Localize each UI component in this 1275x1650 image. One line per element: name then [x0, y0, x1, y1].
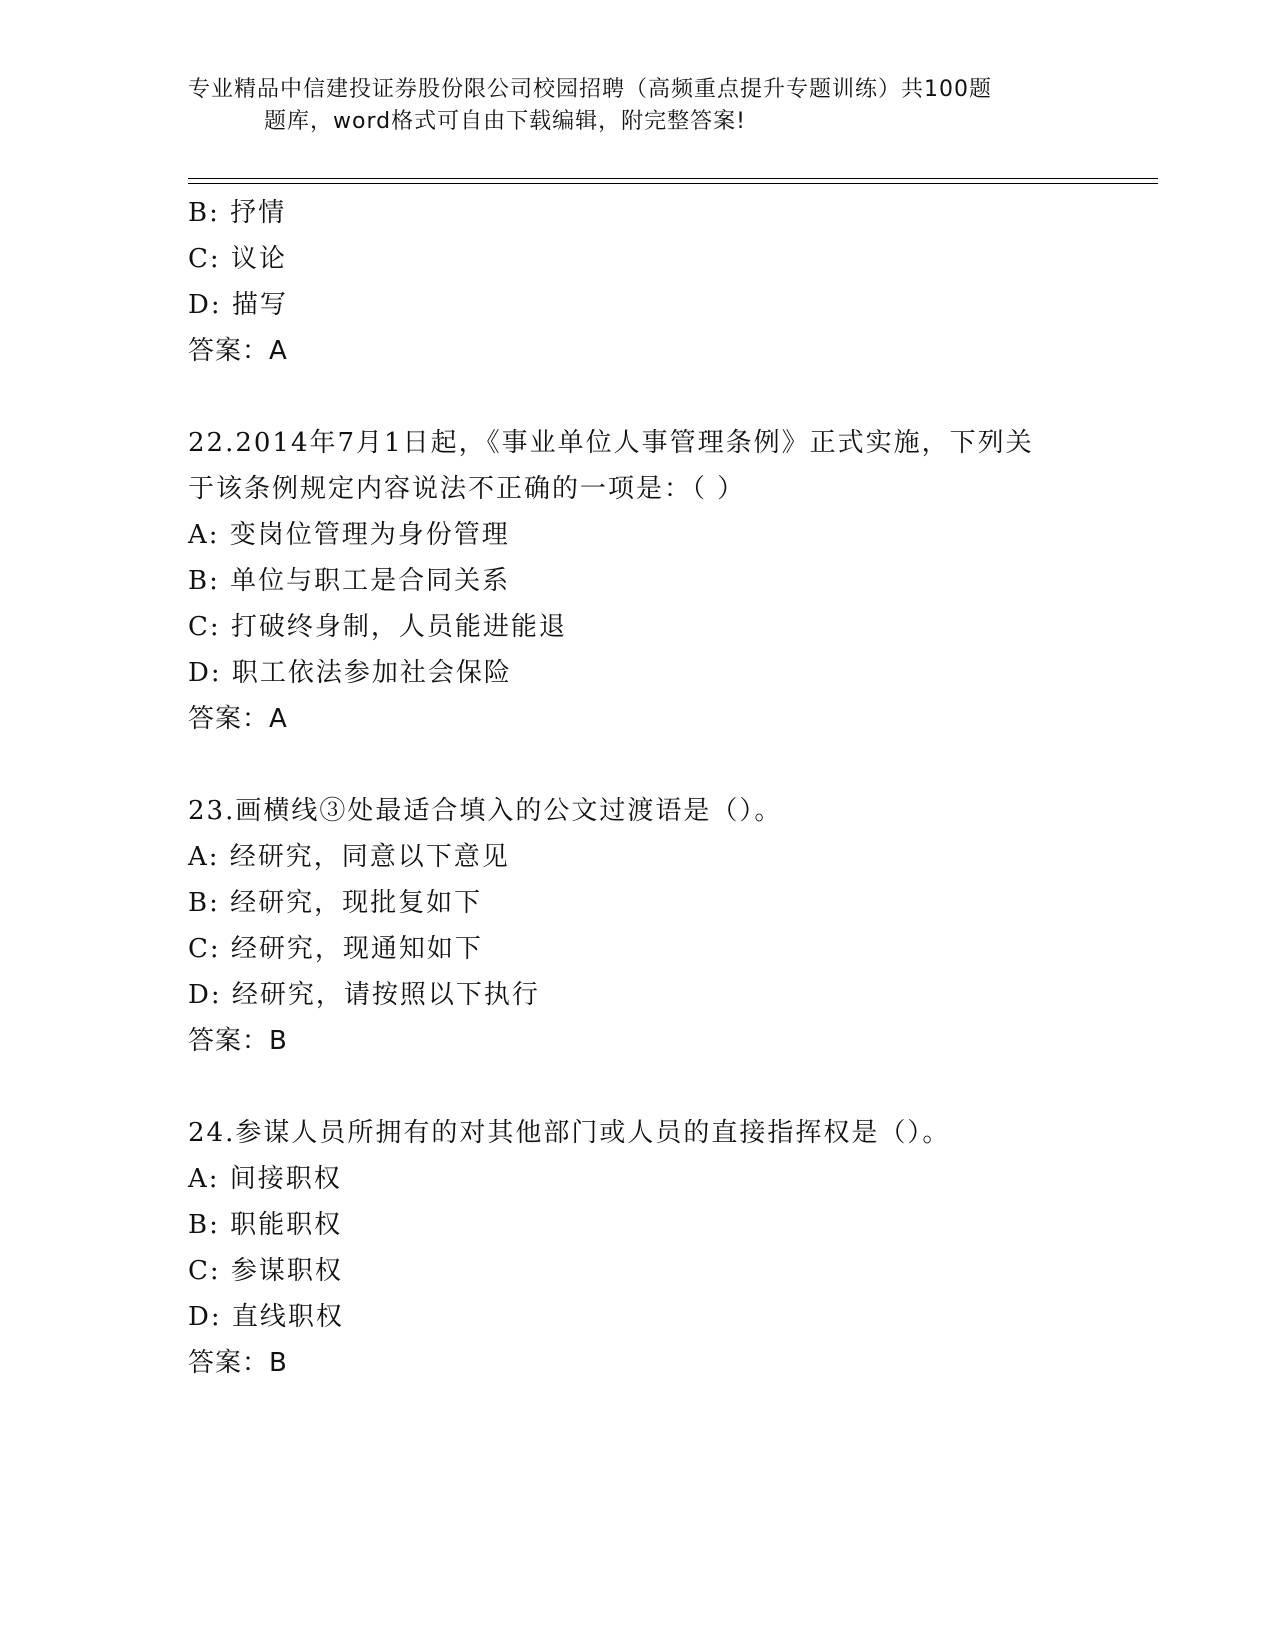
question-stem-line: 于该条例规定内容说法不正确的一项是：（ ）	[188, 474, 746, 504]
option-b: B: 单位与职工是合同关系	[188, 566, 511, 596]
option-b: B: 经研究，现批复如下	[188, 888, 483, 918]
question-23	[188, 788, 1088, 1064]
answer-line: 答案：A	[188, 336, 288, 366]
option-c: C: 打破终身制，人员能进能退	[188, 612, 567, 642]
spacer	[188, 742, 1088, 788]
option-a: A: 间接职权	[188, 1164, 342, 1194]
spacer	[188, 1064, 1088, 1110]
question-stem-line: 24.参谋人员所拥有的对其他部门或人员的直接指挥权是（）。	[188, 1118, 951, 1148]
header-rule-top	[188, 178, 1158, 179]
option-a: A: 经研究，同意以下意见	[188, 842, 510, 872]
answer-line: 答案：B	[188, 1026, 288, 1056]
document-header	[188, 74, 1088, 138]
option-a: A: 变岗位管理为身份管理	[188, 520, 510, 550]
option-b: B: 职能职权	[188, 1210, 343, 1240]
question-21-continued	[188, 190, 1088, 374]
option-c: C: 参谋职权	[188, 1256, 343, 1286]
question-24	[188, 1110, 1088, 1386]
header-title-line-2: 题库，word格式可自由下载编辑，附完整答案!	[264, 109, 746, 134]
question-22	[188, 420, 1088, 742]
option-d: D: 描写	[188, 290, 288, 320]
question-stem-line: 22.2014年7月1日起，《事业单位人事管理条例》正式实施，下列关	[188, 428, 1034, 458]
answer-line: 答案：B	[188, 1348, 288, 1378]
document-body	[188, 190, 1088, 1386]
spacer	[188, 374, 1088, 420]
option-d: D: 经研究，请按照以下执行	[188, 980, 540, 1010]
option-d: D: 直线职权	[188, 1302, 344, 1332]
header-title-line-1: 专业精品中信建投证券股份限公司校园招聘（高频重点提升专题训练）共100题	[188, 77, 992, 102]
header-rule-bottom	[188, 183, 1158, 184]
option-c: C: 经研究，现通知如下	[188, 934, 483, 964]
option-d: D: 职工依法参加社会保险	[188, 658, 512, 688]
question-stem-line: 23.画横线③处最适合填入的公文过渡语是（）。	[188, 796, 783, 826]
answer-line: 答案：A	[188, 704, 288, 734]
option-b: B: 抒情	[188, 198, 287, 228]
option-c: C: 议论	[188, 244, 287, 274]
